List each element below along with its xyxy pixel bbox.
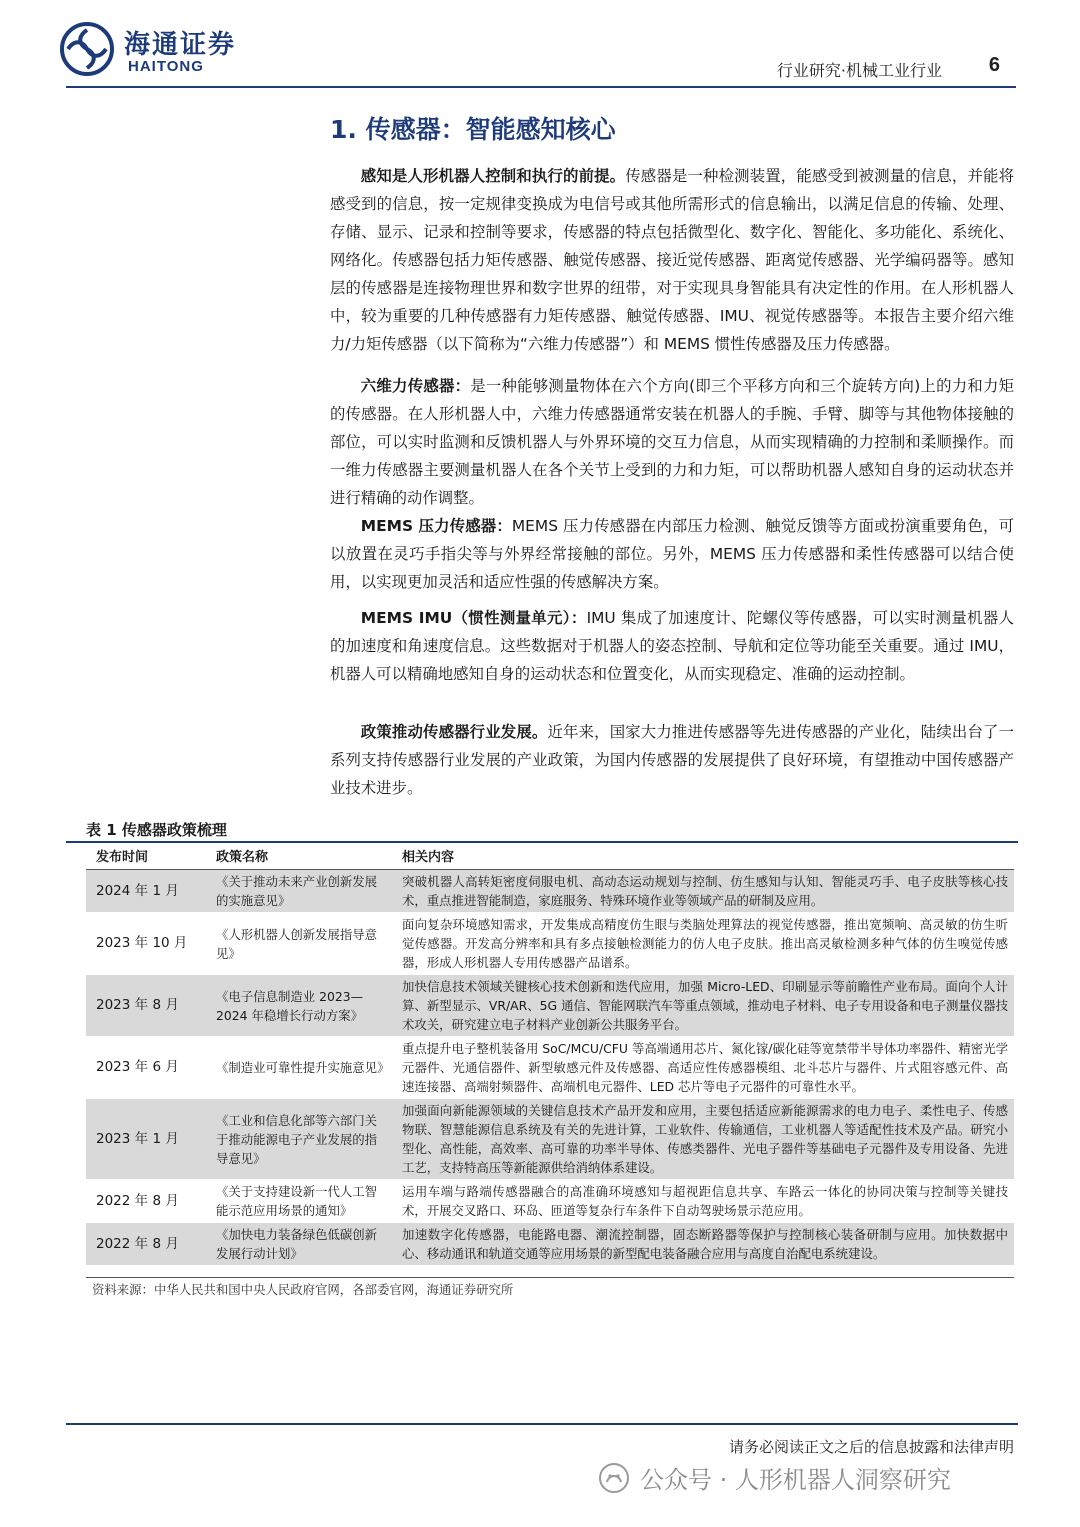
paragraph-lead: 感知是人形机器人控制和执行的前提。 [360, 167, 626, 185]
table-row [86, 1180, 1014, 1223]
page-header [0, 0, 1080, 90]
header-divider [66, 86, 1016, 88]
policy-table [86, 846, 1014, 1266]
column-header-date: 发布时间 [86, 846, 206, 870]
cell-content: 加强面向新能源领域的关键信息技术产品开发和应用，主要包括适应新能源需求的电力电子、柔性电子、传感物联、智慧能源信息系统及有关的先进计算，工业软件、传输通信，工业机器人等适配性技术及产品。研究小型化、高性能，高效率、高可靠的功率半导体、传感类器件、光电子器件等基础电子元器件及专用设备、先进工艺，支持特高压等新能源供给消纳体系建设。 [392, 1099, 1014, 1180]
cell-policy-name: 《制造业可靠性提升实施意见》 [206, 1037, 392, 1099]
table-row [86, 913, 1014, 975]
table-source-note: 资料来源：中华人民共和国中央人民政府官网，各部委官网，海通证券研究所 [92, 1282, 514, 1297]
logo-text-cn: 海通证券 [124, 30, 237, 60]
cell-policy-name: 《电子信息制造业 2023—2024 年稳增长行动方案》 [206, 975, 392, 1037]
column-header-content: 相关内容 [392, 846, 1014, 870]
cell-date: 2023 年 6 月 [86, 1037, 206, 1099]
report-category: 行业研究·机械工业行业 [776, 61, 942, 80]
table-bottom-rule [86, 1277, 1014, 1278]
paragraph-lead: MEMS IMU（惯性测量单元）： [360, 609, 587, 627]
cell-date: 2023 年 1 月 [86, 1099, 206, 1180]
watermark-text: 公众号 · 人形机器人洞察研究 [640, 1466, 951, 1494]
cell-policy-name: 《关于推动未来产业创新发展的实施意见》 [206, 870, 392, 913]
table-row [86, 1223, 1014, 1266]
footer-divider [66, 1423, 1018, 1425]
paragraph-text: MEMS 压力传感器在内部压力检测、触觉反馈等方面或扮演重要角色，可以放置在灵巧手指尖等与外界经常接触的部位。另外，MEMS 压力传感器和柔性传感器可以结合使用，以实现更加灵活和适应性强的传感解决方案。 [330, 517, 1014, 591]
cell-content: 面向复杂环境感知需求，开发集成高精度仿生眼与类脑处理算法的视觉传感器，推出宽频响、高灵敏的仿生听觉传感器。开发高分辨率和具有多点接触检测能力的仿人电子皮肤。推出高灵敏检测多种气体的仿生嗅觉传感器，形成人形机器人专用传感器产品谱系。 [392, 913, 1014, 975]
cell-content: 重点提升电子整机装备用 SoC/MCU/CFU 等高端通用芯片、氮化镓/碳化硅等宽禁带半导体功率器件、精密光学元器件、光通信器件、新型敏感元件及传感器、高适应性传感器模组、北斗芯片与器件、片式阻容感元件、高速连接器、高端射频器件、高端机电元器件、LED 芯片等电子元器件的可靠性水平。 [392, 1037, 1014, 1099]
cell-content: 运用车端与路端传感器融合的高准确环境感知与超视距信息共享、车路云一体化的协同决策与控制等关键技术，开展交叉路口、环岛、匝道等复杂行车条件下自动驾驶场景示范应用。 [392, 1180, 1014, 1223]
table-row [86, 870, 1014, 913]
paragraph-lead: 六维力传感器： [360, 377, 471, 395]
paragraph-lead: MEMS 压力传感器： [360, 517, 512, 535]
page-number: 6 [988, 54, 1000, 76]
cell-date: 2022 年 8 月 [86, 1223, 206, 1266]
paragraph-text: 是一种能够测量物体在六个方向(即三个平移方向和三个旋转方向)上的力和力矩的传感器。在人形机器人中，六维力传感器通常安装在机器人的手腕、手臂、脚等与其他物体接触的部位，可以实时监测和反馈机器人与外界环境的交互力信息，从而实现精确的力控制和柔顺操作。而一维力传感器主要测量机器人在各个关节上受到的力和力矩，可以帮助机器人感知自身的运动状态并进行精确的动作调整。 [330, 377, 1014, 507]
column-header-name: 政策名称 [206, 846, 392, 870]
table-row [86, 1099, 1014, 1180]
wechat-watermark [598, 1460, 951, 1495]
paragraph-text: IMU 集成了加速度计、陀螺仪等传感器，可以实时测量机器人的加速度和角速度信息。这些数据对于机器人的姿态控制、导航和定位等功能至关重要。通过 IMU，机器人可以精确地感知自身的运动状态和位置变化，从而实现稳定、准确的运动控制。 [330, 609, 1014, 683]
cell-policy-name: 《加快电力装备绿色低碳创新发展行动计划》 [206, 1223, 392, 1266]
cell-content: 加快信息技术领域关键核心技术创新和迭代应用，加强 Micro-LED、印刷显示等前瞻性产业布局。面向个人计算、新型显示、VR/AR、5G 通信、智能网联汽车等重点领域，推动电子材料、电子专用设备和电子测量仪器技术攻关，研究建立电子材料产业创新公共服务平台。 [392, 975, 1014, 1037]
table-top-rule [66, 841, 1018, 843]
paragraph-text: 近年来，国家大力推进传感器等先进传感器的产业化，陆续出台了一系列支持传感器行业发展的产业政策，为国内传感器的发展提供了良好环境，有望推动中国传感器产业技术进步。 [330, 723, 1014, 797]
paragraph-perception [330, 162, 1014, 358]
table-title: 表 1 传感器政策梳理 [86, 821, 227, 839]
table-row [86, 975, 1014, 1037]
legal-disclaimer: 请务必阅读正文之后的信息披露和法律声明 [728, 1438, 1014, 1456]
cell-policy-name: 《关于支持建设新一代人工智能示范应用场景的通知》 [206, 1180, 392, 1223]
paragraph-mems-pressure [330, 512, 1014, 596]
logo-text-en: HAITONG [128, 58, 204, 75]
section-title: 1. 传感器：智能感知核心 [330, 115, 616, 144]
cell-date: 2023 年 10 月 [86, 913, 206, 975]
paragraph-six-axis [330, 372, 1014, 512]
wechat-channel-icon [598, 1462, 630, 1494]
haitong-logo-icon [60, 22, 114, 76]
paragraph-lead: 政策推动传感器行业发展。 [360, 723, 548, 741]
table-row [86, 1037, 1014, 1099]
cell-date: 2022 年 8 月 [86, 1180, 206, 1223]
paragraph-text: 传感器是一种检测装置，能感受到被测量的信息，并能将感受到的信息，按一定规律变换成为电信号或其他所需形式的信息输出，以满足信息的传输、处理、存储、显示、记录和控制等要求，传感器的特点包括微型化、数字化、智能化、多功能化、系统化、网络化。传感器包括力矩传感器、触觉传感器、接近觉传感器、距离觉传感器、光学编码器等。感知层的传感器是连接物理世界和数字世界的纽带，对于实现具身智能具有决定性的作用。在人形机器人中，较为重要的几种传感器有力矩传感器、触觉传感器、IMU、视觉传感器等。本报告主要介绍六维力/力矩传感器（以下简称为“六维力传感器”）和 MEMS 惯性传感器及压力传感器。 [330, 167, 1014, 353]
cell-date: 2024 年 1 月 [86, 870, 206, 913]
cell-content: 突破机器人高转矩密度伺服电机、高动态运动规划与控制、仿生感知与认知、智能灵巧手、电子皮肤等核心技术，重点推进智能制造，家庭服务、特殊环境作业等领域产品的研制及应用。 [392, 870, 1014, 913]
paragraph-policy [330, 718, 1014, 802]
cell-policy-name: 《人形机器人创新发展指导意见》 [206, 913, 392, 975]
cell-date: 2023 年 8 月 [86, 975, 206, 1037]
paragraph-mems-imu [330, 604, 1014, 688]
cell-content: 加速数字化传感器，电能路电器、潮流控制器，固态断路器等保护与控制核心装备研制与应用。加快数据中心、移动通讯和轨道交通等应用场景的新型配电装备融合应用与高度自治配电系统建设。 [392, 1223, 1014, 1266]
cell-policy-name: 《工业和信息化部等六部门关于推动能源电子产业发展的指导意见》 [206, 1099, 392, 1180]
table-header-row [86, 846, 1014, 870]
